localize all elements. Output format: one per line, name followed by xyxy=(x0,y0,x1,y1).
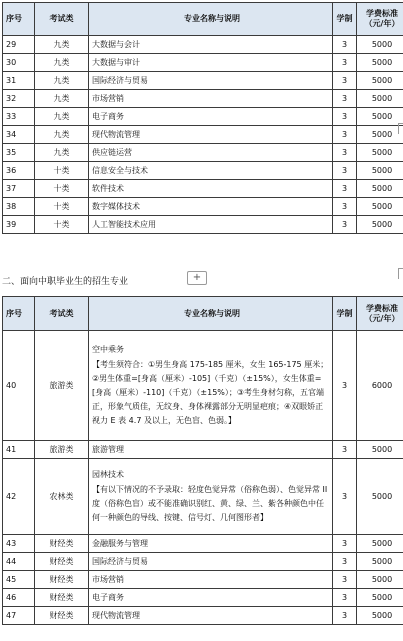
cell-fee: 5000 xyxy=(357,108,403,126)
table-header-row xyxy=(3,297,403,331)
cell-years: 3 xyxy=(333,459,357,535)
cell-fee: 5000 xyxy=(357,441,403,459)
table-row xyxy=(3,198,403,216)
table-row xyxy=(3,54,403,72)
table-row xyxy=(3,36,403,54)
cell-category: 财经类 xyxy=(35,571,89,589)
cell-major: 现代物流管理 xyxy=(89,607,333,625)
cell-major: 现代物流管理 xyxy=(89,126,333,144)
cell-fee: 5000 xyxy=(357,144,403,162)
cell-major: 市场营销 xyxy=(89,571,333,589)
section-2-title: 二、面向中职毕业生的招生专业 xyxy=(2,277,129,287)
table-row xyxy=(3,90,403,108)
table-row xyxy=(3,72,403,90)
cell-years: 3 xyxy=(333,607,357,625)
cell-major: 旅游管理 xyxy=(89,441,333,459)
header-no: 序号 xyxy=(3,3,35,36)
cell-no: 41 xyxy=(3,441,35,459)
cell-category: 旅游类 xyxy=(35,441,89,459)
cell-years: 3 xyxy=(333,571,357,589)
cell-fee: 5000 xyxy=(357,216,403,234)
cell-major: 电子商务 xyxy=(89,589,333,607)
table-row xyxy=(3,331,403,441)
cell-no: 34 xyxy=(3,126,35,144)
cell-no: 45 xyxy=(3,571,35,589)
cell-no: 36 xyxy=(3,162,35,180)
cell-major: 国际经济与贸易 xyxy=(89,553,333,571)
cell-category: 农林类 xyxy=(35,459,89,535)
major-title: 园林技术 xyxy=(92,470,124,479)
cell-category: 旅游类 xyxy=(35,331,89,441)
majors-table-1 xyxy=(2,2,403,234)
cell-fee: 5000 xyxy=(357,126,403,144)
major-note: 【考生须符合：①男生身高 175-185 厘米，女生 165-175 厘米；②男生体重=[身高（厘米）-105]（千克）（±15%），女生体重=[身高（厘米）-110]（千克）（±15%）；③考生身材匀称，五官端正，形象气质佳，无纹身、身体裸露部分无明显疤痕；④双眼矫正视力 E 表 4.7 及以上，无色盲、色弱。】 xyxy=(92,360,329,425)
cell-category: 九类 xyxy=(35,108,89,126)
cell-major xyxy=(89,459,333,535)
cell-fee: 5000 xyxy=(357,553,403,571)
cell-years: 3 xyxy=(333,216,357,234)
cell-years: 3 xyxy=(333,589,357,607)
cell-category: 九类 xyxy=(35,36,89,54)
header-major: 专业名称与说明 xyxy=(89,3,333,36)
cell-category: 九类 xyxy=(35,72,89,90)
cell-category: 财经类 xyxy=(35,607,89,625)
cell-major: 大数据与会计 xyxy=(89,36,333,54)
cell-no: 39 xyxy=(3,216,35,234)
cell-fee: 5000 xyxy=(357,607,403,625)
cell-category: 财经类 xyxy=(35,553,89,571)
cell-no: 31 xyxy=(3,72,35,90)
table-row xyxy=(3,441,403,459)
major-note: 【有以下情况的不予录取：轻度色觉异常（俗称色弱）、色觉异常 II 度（俗称色盲）或不能准确识别红、黄、绿、兰、紫各种颜色中任何一种颜色的导线、按键、信号灯、几何图形者】 xyxy=(92,485,328,522)
table-row xyxy=(3,571,403,589)
add-row-button[interactable]: + xyxy=(187,271,207,285)
cell-no: 43 xyxy=(3,535,35,553)
cell-no: 40 xyxy=(3,331,35,441)
header-fee: 学费标准（元/年） xyxy=(357,297,403,331)
cell-years: 3 xyxy=(333,535,357,553)
cell-no: 33 xyxy=(3,108,35,126)
cell-category: 九类 xyxy=(35,126,89,144)
cell-years: 3 xyxy=(333,553,357,571)
cell-fee: 5000 xyxy=(357,54,403,72)
cell-years: 3 xyxy=(333,36,357,54)
cell-fee: 5000 xyxy=(357,589,403,607)
cell-category: 十类 xyxy=(35,162,89,180)
cell-major: 人工智能技术应用 xyxy=(89,216,333,234)
cell-major: 大数据与审计 xyxy=(89,54,333,72)
cell-no: 29 xyxy=(3,36,35,54)
table-2-tail xyxy=(3,535,403,625)
cell-category: 九类 xyxy=(35,54,89,72)
edge-marker xyxy=(398,268,403,279)
table-1-body xyxy=(3,36,403,234)
cell-major: 市场营销 xyxy=(89,90,333,108)
cell-major: 供应链运营 xyxy=(89,144,333,162)
table-row xyxy=(3,108,403,126)
cell-no: 38 xyxy=(3,198,35,216)
cell-years: 3 xyxy=(333,54,357,72)
cell-category: 九类 xyxy=(35,144,89,162)
table-row xyxy=(3,589,403,607)
cell-years: 3 xyxy=(333,198,357,216)
cell-category: 十类 xyxy=(35,180,89,198)
cell-fee: 5000 xyxy=(357,459,403,535)
header-no: 序号 xyxy=(3,297,35,331)
cell-major xyxy=(89,331,333,441)
table-row xyxy=(3,553,403,571)
cell-fee: 5000 xyxy=(357,162,403,180)
header-category: 考试类 xyxy=(35,297,89,331)
cell-category: 十类 xyxy=(35,216,89,234)
edge-marker xyxy=(398,123,403,134)
table-row xyxy=(3,459,403,535)
cell-no: 46 xyxy=(3,589,35,607)
cell-years: 3 xyxy=(333,162,357,180)
cell-years: 3 xyxy=(333,72,357,90)
cell-years: 3 xyxy=(333,108,357,126)
cell-category: 十类 xyxy=(35,198,89,216)
cell-years: 3 xyxy=(333,331,357,441)
cell-no: 35 xyxy=(3,144,35,162)
cell-no: 44 xyxy=(3,553,35,571)
table-row xyxy=(3,607,403,625)
header-years: 学制 xyxy=(333,3,357,36)
major-title: 空中乘务 xyxy=(92,345,124,354)
cell-fee: 5000 xyxy=(357,535,403,553)
table-row xyxy=(3,126,403,144)
cell-major: 国际经济与贸易 xyxy=(89,72,333,90)
table-row xyxy=(3,535,403,553)
cell-no: 32 xyxy=(3,90,35,108)
cell-fee: 6000 xyxy=(357,331,403,441)
table-row xyxy=(3,216,403,234)
cell-fee: 5000 xyxy=(357,36,403,54)
cell-years: 3 xyxy=(333,144,357,162)
table-row xyxy=(3,180,403,198)
header-fee: 学费标准（元/年） xyxy=(357,3,403,36)
majors-table-2 xyxy=(2,296,403,625)
cell-fee: 5000 xyxy=(357,198,403,216)
cell-no: 30 xyxy=(3,54,35,72)
header-major: 专业名称与说明 xyxy=(89,297,333,331)
cell-fee: 5000 xyxy=(357,571,403,589)
cell-major: 软件技术 xyxy=(89,180,333,198)
cell-major: 金融服务与管理 xyxy=(89,535,333,553)
header-category: 考试类 xyxy=(35,3,89,36)
cell-major: 信息安全与技术 xyxy=(89,162,333,180)
cell-major: 数字媒体技术 xyxy=(89,198,333,216)
table-row xyxy=(3,162,403,180)
cell-fee: 5000 xyxy=(357,180,403,198)
cell-fee: 5000 xyxy=(357,72,403,90)
cell-category: 九类 xyxy=(35,90,89,108)
cell-no: 37 xyxy=(3,180,35,198)
cell-years: 3 xyxy=(333,441,357,459)
cell-years: 3 xyxy=(333,180,357,198)
cell-years: 3 xyxy=(333,126,357,144)
table-header-row xyxy=(3,3,403,36)
cell-category: 财经类 xyxy=(35,589,89,607)
cell-category: 财经类 xyxy=(35,535,89,553)
cell-fee: 5000 xyxy=(357,90,403,108)
header-years: 学制 xyxy=(333,297,357,331)
cell-no: 42 xyxy=(3,459,35,535)
cell-major: 电子商务 xyxy=(89,108,333,126)
cell-no: 47 xyxy=(3,607,35,625)
cell-years: 3 xyxy=(333,90,357,108)
table-row xyxy=(3,144,403,162)
